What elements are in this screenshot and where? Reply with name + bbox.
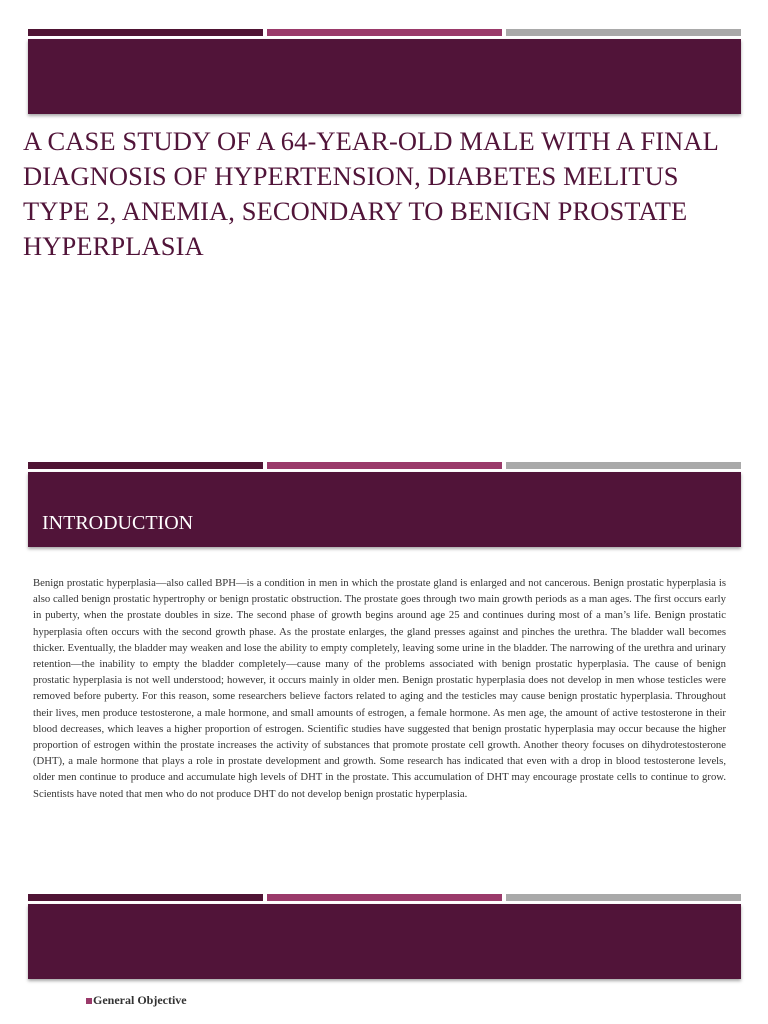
stripe-gray [506, 894, 741, 901]
slide2-stripe-row [28, 462, 741, 469]
stripe-accent [267, 29, 502, 36]
bullet-item-general-objective [86, 993, 187, 1008]
stripe-dark [28, 894, 263, 901]
section-heading-introduction: INTRODUCTION [42, 512, 194, 534]
slide2-banner [28, 472, 741, 547]
bullet-label: General Objective [93, 993, 187, 1007]
stripe-accent [267, 894, 502, 901]
introduction-body-text: Benign prostatic hyperplasia—also called BPH—is a condition in men in which the prostate gland is enlarged and not cancerous. Benign prostatic hyperplasia is also called benign prostatic hypertrophy or benign prostatic obstruction. The prostate goes through two main growth periods as a man ages. The first occurs early in puberty, when the prostate doubles in size. The second phase of growth begins around age 25 and continues during most of a man’s life. Benign prostatic hyperplasia often occurs with the second growth phase. As the prostate enlarges, the gland presses against and pinches the urethra. The bladder wall becomes thicker. Eventually, the bladder may weaken and lose the ability to empty completely, leaving some urine in the bladder. The narrowing of the urethra and urinary retention—the inability to empty the bladder completely—cause many of the problems associated with benign prostatic hyperplasia. The cause of benign prostatic hyperplasia is not well understood; however, it occurs mainly in older men. Benign prostatic hyperplasia does not develop in men whose testicles were removed before puberty. For this reason, some researchers believe factors related to aging and the testicles may cause benign prostatic hyperplasia. Throughout their lives, men produce testosterone, a male hormone, and small amounts of estrogen, a female hormone. As men age, the amount of active testosterone in their blood decreases, which leaves a higher proportion of estrogen. Scientific studies have suggested that benign prostatic hyperplasia may occur because the higher proportion of estrogen within the prostate increases the activity of substances that promote prostate cell growth. Another theory focuses on dihydrotestosterone (DHT), a male hormone that plays a role in prostate development and growth. Some research has indicated that even with a drop in blood testosterone levels, older men continue to produce and accumulate high levels of DHT in the prostate. This accumulation of DHT may encourage prostate cells to continue to grow. Scientists have noted that men who do not produce DHT do not develop benign prostatic hyperplasia. [33, 577, 726, 800]
stripe-gray [506, 29, 741, 36]
slide3-stripe-row [28, 894, 741, 901]
slide3-banner [28, 904, 741, 979]
slide-title: A CASE STUDY OF A 64-YEAR-OLD MALE WITH A FINAL DIAGNOSIS OF HYPERTENSION, DIABETES MELITUS TYPE 2, ANEMIA, SECONDARY TO BENIGN PROSTATE HYPERPLASIA [23, 126, 718, 261]
slide1-stripe-row [28, 29, 741, 36]
stripe-dark [28, 462, 263, 469]
stripe-gray [506, 462, 741, 469]
bullet-square-icon [86, 998, 92, 1004]
stripe-accent [267, 462, 502, 469]
slide1-banner [28, 39, 741, 114]
stripe-dark [28, 29, 263, 36]
